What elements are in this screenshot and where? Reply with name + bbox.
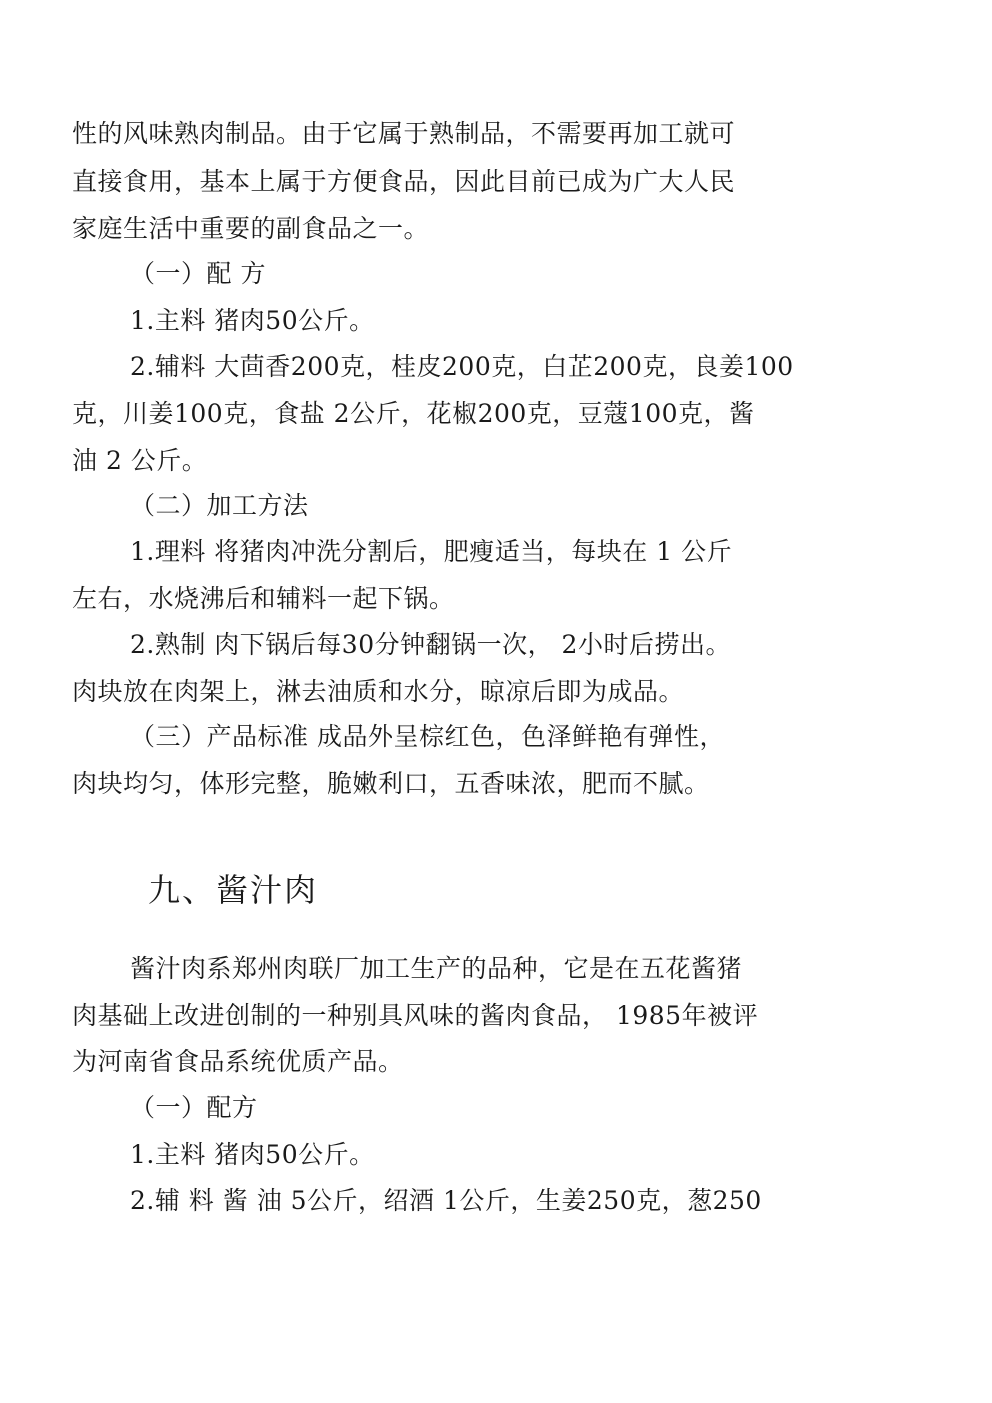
section9-formula-heading: （一）配方: [130, 1093, 258, 1122]
intro-line-1: 性的风味熟肉制品。由于它属于熟制品，不需要再加工就可: [72, 119, 736, 148]
intro-line-3: 家庭生活中重要的副食品之一。: [72, 214, 430, 243]
section9-main-ingredient: 1.主料 猪肉50公斤。: [130, 1140, 375, 1169]
intro-line-2: 直接食用，基本上属于方便食品，因此目前已成为广大人民: [72, 167, 736, 196]
aux-ingredient-line-1: 2.辅料 大茴香200克，桂皮200克，白芷200克，良姜100: [130, 352, 794, 381]
step2-line-2: 肉块放在肉架上，淋去油质和水分，晾凉后即为成品。: [72, 677, 685, 706]
formula-heading: （一）配 方: [130, 259, 266, 288]
step1-line-1: 1.理料 将猪肉冲洗分割后，肥瘦适当，每块在 1 公斤: [130, 537, 733, 566]
aux-ingredient-line-3: 油 2 公斤。: [72, 446, 208, 475]
standard-line-2: 肉块均匀，体形完整，脆嫩利口，五香味浓，肥而不腻。: [72, 769, 710, 798]
step2-line-1: 2.熟制 肉下锅后每30分钟翻锅一次， 2小时后捞出。: [130, 630, 731, 659]
section-title: 九、酱汁肉: [148, 871, 319, 909]
main-ingredient: 1.主料 猪肉50公斤。: [130, 306, 375, 335]
section9-intro-line-2: 肉基础上改进创制的一种别具风味的酱肉食品， 1985年被评: [72, 1001, 759, 1030]
standard-line-1: （三）产品标准 成品外呈棕红色，色泽鲜艳有弹性，: [130, 722, 725, 751]
section9-intro-line-1: 酱汁肉系郑州肉联厂加工生产的品种，它是在五花酱猪: [130, 954, 743, 983]
method-heading: （二）加工方法: [130, 491, 309, 520]
section9-intro-line-3: 为河南省食品系统优质产品。: [72, 1047, 404, 1076]
aux-ingredient-line-2: 克，川姜100克，食盐 2公斤，花椒200克，豆蔻100克，酱: [72, 399, 755, 428]
section9-aux-ingredient: 2.辅 料 酱 油 5公斤，绍酒 1公斤，生姜250克，葱250: [130, 1186, 762, 1215]
step1-line-2: 左右，水烧沸后和辅料一起下锅。: [72, 584, 455, 613]
